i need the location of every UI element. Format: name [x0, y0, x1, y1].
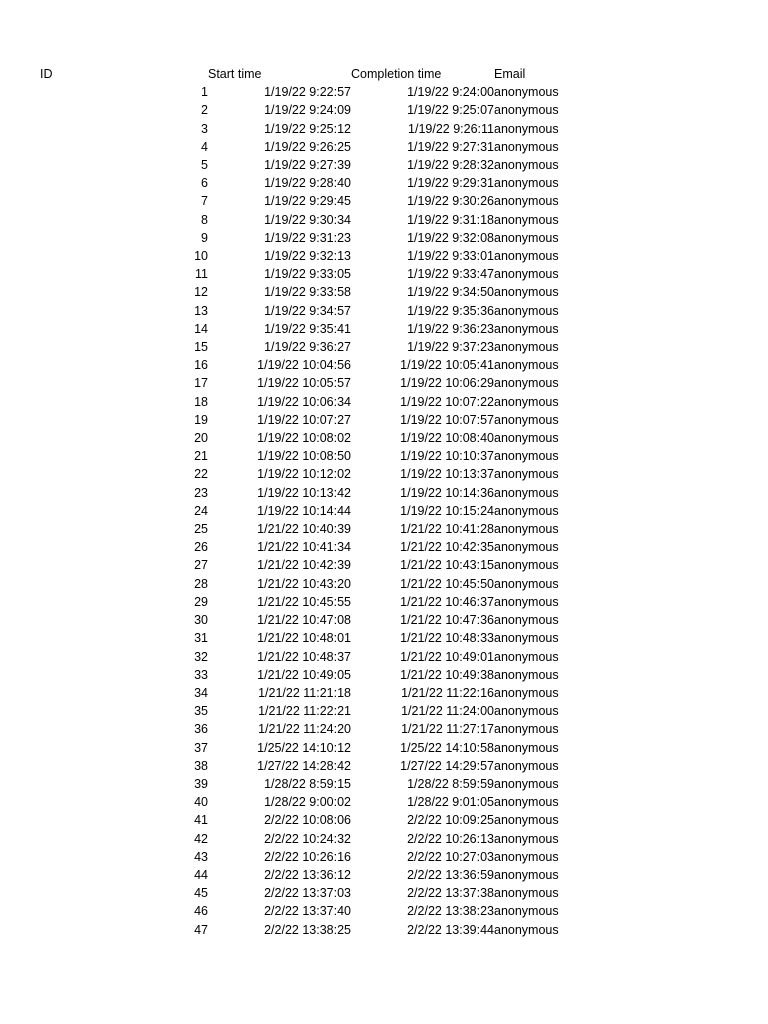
- cell-email[interactable]: anonymous: [494, 704, 559, 719]
- cell-completion-time[interactable]: 2/2/22 13:38:23: [407, 904, 494, 919]
- cell-id[interactable]: 45: [194, 886, 208, 901]
- cell-start-time[interactable]: 2/2/22 13:37:40: [264, 904, 351, 919]
- cell-email[interactable]: anonymous: [494, 431, 559, 446]
- table-row: [40, 757, 574, 775]
- table-row: [40, 502, 574, 520]
- cell-start-time[interactable]: 1/19/22 10:13:42: [257, 485, 351, 500]
- table-row: [40, 247, 574, 265]
- cell-completion-time[interactable]: 1/19/22 9:26:11: [408, 121, 494, 136]
- cell-completion-time[interactable]: 1/19/22 9:35:36: [407, 303, 494, 318]
- table-row: [40, 538, 574, 556]
- cell-start-time[interactable]: 1/28/22 9:00:02: [264, 795, 351, 810]
- table-row: [40, 666, 574, 684]
- cell-id[interactable]: 23: [194, 485, 208, 500]
- cell-completion-time[interactable]: 1/28/22 9:01:05: [407, 795, 494, 810]
- table-row: [40, 283, 574, 301]
- cell-id[interactable]: 44: [194, 867, 208, 882]
- cell-id[interactable]: 18: [194, 394, 208, 409]
- cell-email[interactable]: anonymous: [494, 558, 559, 573]
- table-row: [40, 556, 574, 574]
- cell-email[interactable]: anonymous: [494, 631, 559, 646]
- cell-email[interactable]: anonymous: [494, 813, 559, 828]
- cell-completion-time[interactable]: 1/19/22 9:24:00: [407, 85, 494, 100]
- cell-start-time[interactable]: 1/21/22 10:48:01: [257, 631, 351, 646]
- table-row: [40, 429, 574, 447]
- cell-start-time[interactable]: 1/19/22 10:08:50: [257, 449, 351, 464]
- cell-email[interactable]: anonymous: [494, 758, 559, 773]
- table-row: [40, 648, 574, 666]
- cell-id[interactable]: 16: [194, 358, 208, 373]
- cell-id[interactable]: 41: [194, 813, 208, 828]
- cell-start-time[interactable]: 1/25/22 14:10:12: [257, 740, 351, 755]
- cell-id[interactable]: 3: [201, 121, 208, 136]
- cell-email[interactable]: anonymous: [494, 886, 559, 901]
- cell-id[interactable]: 36: [194, 722, 208, 737]
- responses-table: [40, 65, 574, 939]
- cell-email[interactable]: anonymous: [494, 922, 559, 937]
- cell-completion-time[interactable]: 1/21/22 10:45:50: [400, 576, 494, 591]
- cell-start-time[interactable]: 1/19/22 9:32:13: [264, 249, 351, 264]
- cell-email[interactable]: anonymous: [494, 85, 559, 100]
- cell-email[interactable]: anonymous: [494, 849, 559, 864]
- header-completion-time[interactable]: Completion time: [351, 67, 442, 81]
- cell-completion-time[interactable]: 1/19/22 9:30:26: [407, 194, 494, 209]
- cell-completion-time[interactable]: 1/25/22 14:10:58: [400, 740, 494, 755]
- cell-email[interactable]: anonymous: [494, 249, 559, 264]
- cell-id[interactable]: 33: [194, 667, 208, 682]
- header-start-time[interactable]: Start time: [208, 67, 262, 81]
- cell-completion-time[interactable]: 1/21/22 10:49:38: [400, 667, 494, 682]
- table-row: [40, 211, 574, 229]
- cell-start-time[interactable]: 1/21/22 10:42:39: [257, 558, 351, 573]
- cell-email[interactable]: anonymous: [494, 267, 559, 282]
- cell-email[interactable]: anonymous: [494, 158, 559, 173]
- cell-completion-time[interactable]: 1/19/22 9:28:32: [407, 158, 494, 173]
- cell-start-time[interactable]: 2/2/22 13:37:03: [264, 886, 351, 901]
- table-row: [40, 174, 574, 192]
- table-row: [40, 739, 574, 757]
- cell-completion-time[interactable]: 1/21/22 10:48:33: [400, 631, 494, 646]
- table-row: [40, 156, 574, 174]
- cell-id[interactable]: 26: [194, 540, 208, 555]
- cell-email[interactable]: anonymous: [494, 449, 559, 464]
- cell-id[interactable]: 30: [194, 613, 208, 628]
- cell-email[interactable]: anonymous: [494, 376, 559, 391]
- table-row: [40, 465, 574, 483]
- cell-email[interactable]: anonymous: [494, 649, 559, 664]
- cell-start-time[interactable]: 1/19/22 9:27:39: [264, 158, 351, 173]
- table-row: [40, 374, 574, 392]
- cell-completion-time[interactable]: 1/19/22 9:33:47: [407, 267, 494, 282]
- cell-start-time[interactable]: 1/19/22 9:31:23: [264, 230, 351, 245]
- cell-id[interactable]: 42: [194, 831, 208, 846]
- cell-start-time[interactable]: 1/21/22 11:21:18: [258, 685, 351, 700]
- cell-start-time[interactable]: 1/19/22 9:29:45: [264, 194, 351, 209]
- cell-start-time[interactable]: 1/19/22 9:22:57: [264, 85, 351, 100]
- cell-completion-time[interactable]: 1/21/22 10:41:28: [400, 522, 494, 537]
- cell-completion-time[interactable]: 1/19/22 9:36:23: [407, 321, 494, 336]
- cell-completion-time[interactable]: 1/21/22 10:49:01: [400, 649, 494, 664]
- table-row: [40, 611, 574, 629]
- cell-completion-time[interactable]: 1/19/22 9:34:50: [407, 285, 494, 300]
- cell-id[interactable]: 13: [194, 303, 208, 318]
- table-body: [40, 83, 574, 939]
- cell-completion-time[interactable]: 2/2/22 10:26:13: [407, 831, 494, 846]
- table-row: [40, 265, 574, 283]
- cell-id[interactable]: 8: [201, 212, 208, 227]
- table-row: [40, 320, 574, 338]
- cell-start-time[interactable]: 1/19/22 9:25:12: [264, 121, 351, 136]
- cell-id[interactable]: 24: [194, 503, 208, 518]
- cell-id[interactable]: 43: [194, 849, 208, 864]
- cell-email[interactable]: anonymous: [494, 394, 559, 409]
- cell-completion-time[interactable]: 1/21/22 10:42:35: [400, 540, 494, 555]
- cell-email[interactable]: anonymous: [494, 358, 559, 373]
- cell-completion-time[interactable]: 1/21/22 10:43:15: [400, 558, 494, 573]
- table-row: [40, 775, 574, 793]
- cell-start-time[interactable]: 1/21/22 10:41:34: [257, 540, 351, 555]
- cell-email[interactable]: anonymous: [494, 613, 559, 628]
- table-row: [40, 593, 574, 611]
- cell-completion-time[interactable]: 1/19/22 9:33:01: [407, 249, 494, 264]
- cell-email[interactable]: anonymous: [494, 795, 559, 810]
- cell-completion-time[interactable]: 1/21/22 11:27:17: [401, 722, 494, 737]
- cell-email[interactable]: anonymous: [494, 340, 559, 355]
- cell-start-time[interactable]: 2/2/22 13:38:25: [264, 922, 351, 937]
- cell-start-time[interactable]: 1/19/22 9:33:05: [264, 267, 351, 282]
- table-row: [40, 811, 574, 829]
- cell-email[interactable]: anonymous: [494, 485, 559, 500]
- cell-email[interactable]: anonymous: [494, 103, 559, 118]
- cell-email[interactable]: anonymous: [494, 503, 559, 518]
- table-row: [40, 101, 574, 119]
- cell-start-time[interactable]: 1/19/22 9:24:09: [264, 103, 351, 118]
- cell-email[interactable]: anonymous: [494, 467, 559, 482]
- table-row: [40, 902, 574, 920]
- cell-id[interactable]: 6: [201, 176, 208, 191]
- cell-completion-time[interactable]: 2/2/22 10:09:25: [407, 813, 494, 828]
- cell-id[interactable]: 4: [201, 139, 208, 154]
- cell-start-time[interactable]: 2/2/22 13:36:12: [264, 867, 351, 882]
- cell-start-time[interactable]: 1/21/22 10:40:39: [257, 522, 351, 537]
- cell-id[interactable]: 11: [195, 267, 208, 282]
- table-row: [40, 393, 574, 411]
- cell-completion-time[interactable]: 1/27/22 14:29:57: [400, 758, 494, 773]
- cell-start-time[interactable]: 1/21/22 10:47:08: [257, 613, 351, 628]
- cell-email[interactable]: anonymous: [494, 740, 559, 755]
- cell-start-time[interactable]: 1/21/22 10:43:20: [257, 576, 351, 591]
- cell-id[interactable]: 20: [194, 431, 208, 446]
- cell-email[interactable]: anonymous: [494, 776, 559, 791]
- table-row: [40, 830, 574, 848]
- cell-start-time[interactable]: 2/2/22 10:08:06: [264, 813, 351, 828]
- cell-completion-time[interactable]: 1/19/22 10:14:36: [400, 485, 494, 500]
- cell-email[interactable]: anonymous: [494, 904, 559, 919]
- cell-completion-time[interactable]: 1/19/22 9:32:08: [407, 230, 494, 245]
- cell-start-time[interactable]: 1/19/22 9:28:40: [264, 176, 351, 191]
- header-row: [40, 65, 574, 83]
- cell-start-time[interactable]: 1/21/22 10:45:55: [257, 594, 351, 609]
- table-row: [40, 720, 574, 738]
- cell-start-time[interactable]: 1/19/22 10:05:57: [257, 376, 351, 391]
- cell-start-time[interactable]: 1/19/22 9:33:58: [264, 285, 351, 300]
- header-id[interactable]: ID: [40, 67, 53, 81]
- cell-start-time[interactable]: 1/21/22 11:22:21: [258, 704, 351, 719]
- table-row: [40, 411, 574, 429]
- cell-email[interactable]: anonymous: [494, 194, 559, 209]
- cell-completion-time[interactable]: 1/19/22 9:25:07: [407, 103, 494, 118]
- cell-email[interactable]: anonymous: [494, 412, 559, 427]
- cell-completion-time[interactable]: 1/28/22 8:59:59: [407, 776, 494, 791]
- table-row: [40, 921, 574, 939]
- cell-id[interactable]: 21: [194, 449, 208, 464]
- cell-email[interactable]: anonymous: [494, 685, 559, 700]
- cell-completion-time[interactable]: 1/19/22 10:10:37: [400, 449, 494, 464]
- cell-start-time[interactable]: 1/19/22 9:36:27: [264, 340, 351, 355]
- table-row: [40, 520, 574, 538]
- table-row: [40, 702, 574, 720]
- cell-id[interactable]: 14: [194, 321, 208, 336]
- cell-email[interactable]: anonymous: [494, 139, 559, 154]
- cell-completion-time[interactable]: 1/19/22 10:08:40: [400, 431, 494, 446]
- cell-start-time[interactable]: 1/28/22 8:59:15: [264, 776, 351, 791]
- cell-completion-time[interactable]: 2/2/22 13:39:44: [407, 922, 494, 937]
- table-row: [40, 192, 574, 210]
- table-row: [40, 302, 574, 320]
- cell-email[interactable]: anonymous: [494, 121, 559, 136]
- cell-start-time[interactable]: 1/19/22 9:26:25: [264, 139, 351, 154]
- cell-completion-time[interactable]: 1/19/22 9:37:23: [407, 340, 494, 355]
- cell-id[interactable]: 10: [194, 249, 208, 264]
- cell-start-time[interactable]: 2/2/22 10:26:16: [264, 849, 351, 864]
- cell-id[interactable]: 34: [194, 685, 208, 700]
- cell-completion-time[interactable]: 1/19/22 9:29:31: [407, 176, 494, 191]
- cell-id[interactable]: 15: [194, 340, 208, 355]
- table-row: [40, 138, 574, 156]
- cell-id[interactable]: 12: [194, 285, 208, 300]
- cell-id[interactable]: 9: [201, 230, 208, 245]
- cell-id[interactable]: 32: [194, 649, 208, 664]
- cell-id[interactable]: 27: [194, 558, 208, 573]
- cell-start-time[interactable]: 1/19/22 9:35:41: [264, 321, 351, 336]
- cell-completion-time[interactable]: 1/21/22 11:22:16: [401, 685, 494, 700]
- cell-completion-time[interactable]: 1/21/22 11:24:00: [401, 704, 494, 719]
- cell-id[interactable]: 5: [201, 158, 208, 173]
- table-row: [40, 884, 574, 902]
- cell-start-time[interactable]: 2/2/22 10:24:32: [264, 831, 351, 846]
- cell-id[interactable]: 37: [194, 740, 208, 755]
- table-row: [40, 83, 574, 101]
- cell-id[interactable]: 28: [194, 576, 208, 591]
- cell-completion-time[interactable]: 1/19/22 10:07:22: [400, 394, 494, 409]
- cell-id[interactable]: 2: [201, 103, 208, 118]
- table-row: [40, 338, 574, 356]
- table-row: [40, 484, 574, 502]
- cell-start-time[interactable]: 1/21/22 11:24:20: [258, 722, 351, 737]
- cell-completion-time[interactable]: 1/19/22 10:13:37: [400, 467, 494, 482]
- table-row: [40, 575, 574, 593]
- cell-id[interactable]: 7: [201, 194, 208, 209]
- cell-start-time[interactable]: 1/19/22 10:12:02: [257, 467, 351, 482]
- cell-completion-time[interactable]: 1/19/22 10:06:29: [400, 376, 494, 391]
- cell-email[interactable]: anonymous: [494, 594, 559, 609]
- cell-start-time[interactable]: 1/19/22 10:04:56: [257, 358, 351, 373]
- cell-start-time[interactable]: 1/27/22 14:28:42: [257, 758, 351, 773]
- table-row: [40, 684, 574, 702]
- table-row: [40, 120, 574, 138]
- table-row: [40, 629, 574, 647]
- cell-completion-time[interactable]: 1/19/22 10:07:57: [400, 412, 494, 427]
- cell-id[interactable]: 29: [194, 594, 208, 609]
- table-row: [40, 793, 574, 811]
- table-row: [40, 866, 574, 884]
- cell-email[interactable]: anonymous: [494, 285, 559, 300]
- cell-id[interactable]: 40: [194, 795, 208, 810]
- cell-email[interactable]: anonymous: [494, 831, 559, 846]
- cell-completion-time[interactable]: 1/21/22 10:46:37: [400, 594, 494, 609]
- cell-completion-time[interactable]: 2/2/22 10:27:03: [407, 849, 494, 864]
- cell-completion-time[interactable]: 2/2/22 13:37:38: [407, 886, 494, 901]
- cell-email[interactable]: anonymous: [494, 722, 559, 737]
- cell-id[interactable]: 1: [201, 85, 208, 100]
- cell-email[interactable]: anonymous: [494, 667, 559, 682]
- cell-id[interactable]: 31: [194, 631, 208, 646]
- header-email[interactable]: Email: [494, 67, 526, 81]
- cell-id[interactable]: 35: [194, 704, 208, 719]
- cell-start-time[interactable]: 1/19/22 9:34:57: [264, 303, 351, 318]
- cell-start-time[interactable]: 1/21/22 10:49:05: [257, 667, 351, 682]
- cell-start-time[interactable]: 1/19/22 10:07:27: [257, 412, 351, 427]
- cell-email[interactable]: anonymous: [494, 176, 559, 191]
- table-row: [40, 848, 574, 866]
- cell-email[interactable]: anonymous: [494, 867, 559, 882]
- cell-completion-time[interactable]: 2/2/22 13:36:59: [407, 867, 494, 882]
- cell-email[interactable]: anonymous: [494, 230, 559, 245]
- cell-id[interactable]: 17: [194, 376, 208, 391]
- cell-start-time[interactable]: 1/19/22 10:08:02: [257, 431, 351, 446]
- cell-email[interactable]: anonymous: [494, 522, 559, 537]
- cell-start-time[interactable]: 1/19/22 10:06:34: [257, 394, 351, 409]
- table-row: [40, 356, 574, 374]
- cell-completion-time[interactable]: 1/19/22 9:27:31: [407, 139, 494, 154]
- table-row: [40, 447, 574, 465]
- cell-id[interactable]: 22: [194, 467, 208, 482]
- cell-id[interactable]: 47: [194, 922, 208, 937]
- cell-id[interactable]: 19: [194, 412, 208, 427]
- cell-completion-time[interactable]: 1/19/22 10:15:24: [400, 503, 494, 518]
- cell-start-time[interactable]: 1/21/22 10:48:37: [257, 649, 351, 664]
- cell-completion-time[interactable]: 1/21/22 10:47:36: [400, 613, 494, 628]
- cell-start-time[interactable]: 1/19/22 9:30:34: [264, 212, 351, 227]
- cell-id[interactable]: 38: [194, 758, 208, 773]
- cell-email[interactable]: anonymous: [494, 212, 559, 227]
- cell-start-time[interactable]: 1/19/22 10:14:44: [257, 503, 351, 518]
- table-row: [40, 229, 574, 247]
- cell-email[interactable]: anonymous: [494, 540, 559, 555]
- cell-completion-time[interactable]: 1/19/22 10:05:41: [400, 358, 494, 373]
- cell-email[interactable]: anonymous: [494, 303, 559, 318]
- cell-email[interactable]: anonymous: [494, 576, 559, 591]
- cell-id[interactable]: 39: [194, 776, 208, 791]
- cell-id[interactable]: 25: [194, 522, 208, 537]
- cell-completion-time[interactable]: 1/19/22 9:31:18: [407, 212, 494, 227]
- cell-id[interactable]: 46: [194, 904, 208, 919]
- cell-email[interactable]: anonymous: [494, 321, 559, 336]
